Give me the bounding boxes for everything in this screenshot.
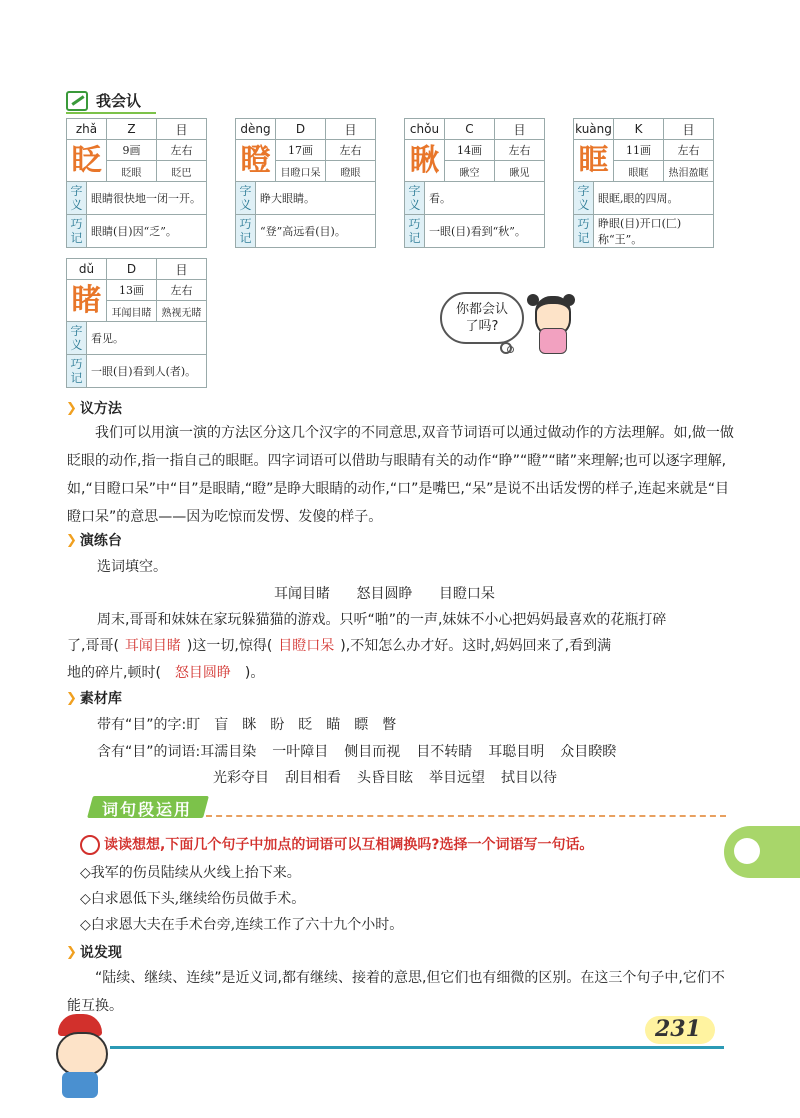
- sheep-icon: [734, 838, 760, 864]
- pinyin: zhǎ: [67, 119, 107, 140]
- meaning-label: 字义: [574, 182, 594, 215]
- list-item: 眯: [242, 717, 257, 733]
- list-item: 举目远望: [429, 770, 485, 786]
- text: 了,哥哥(: [67, 638, 119, 654]
- arrow-icon: ❯: [66, 532, 77, 548]
- structure: 左右: [157, 280, 207, 301]
- section-header-method: [66, 398, 122, 418]
- char-card: [235, 118, 376, 248]
- strokes: 13画: [107, 280, 157, 301]
- tip-label: 巧记: [67, 355, 87, 388]
- sentence-3: ◇白求恩大夫在手术台旁,连续工作了六十九个小时。: [80, 917, 404, 933]
- header-underline: [66, 112, 156, 114]
- word: 瞪眼: [326, 161, 376, 182]
- boy-illustration: [44, 1014, 114, 1100]
- strokes: 11画: [614, 140, 664, 161]
- arrow-icon: ❯: [66, 400, 77, 416]
- word: 瞅见: [495, 161, 545, 182]
- tip: 睁眼(目)开口(匚)称“王”。: [594, 215, 714, 248]
- label: 含有“目”的词语:: [97, 744, 201, 760]
- page-number: 231: [655, 1016, 701, 1042]
- structure: 左右: [157, 140, 207, 161]
- list-item: 头昏目眩: [357, 770, 413, 786]
- character: 眨: [67, 140, 107, 182]
- section-title: 我会认: [96, 92, 142, 110]
- list-item: 盲: [214, 717, 229, 733]
- character: 睹: [67, 280, 107, 322]
- section-header-recognize: [66, 90, 141, 111]
- list-item: 眨: [298, 717, 313, 733]
- materials-chars: [97, 714, 410, 734]
- list-item: 瞄: [326, 717, 341, 733]
- list-item: 拭目以待: [501, 770, 557, 786]
- word: 瞅空: [445, 161, 495, 182]
- meaning-label: 字义: [236, 182, 256, 215]
- meaning-label: 字义: [405, 182, 425, 215]
- arrow-icon: ❯: [66, 944, 77, 960]
- structure: 左右: [664, 140, 714, 161]
- list-item: 耳聪目明: [488, 744, 545, 760]
- tip: 一眼(目)看到人(者)。: [87, 355, 207, 388]
- list-item: 众目睽睽: [560, 744, 617, 760]
- strokes: 17画: [276, 140, 326, 161]
- sentence-1: ◇我军的伤员陆续从火线上抬下来。: [80, 865, 301, 881]
- word: 热泪盈眶: [664, 161, 714, 182]
- list-item: 耳濡目染: [200, 744, 257, 760]
- section-header-materials: [66, 688, 122, 708]
- character: 眶: [574, 140, 614, 182]
- question-text: 读读想想,下面几个句子中加点的词语可以互相调换吗?选择一个词语写一句话。: [104, 837, 594, 853]
- meaning: 看见。: [87, 322, 207, 355]
- tip: 一眼(目)看到“秋”。: [425, 215, 545, 248]
- tip-label: 巧记: [574, 215, 594, 248]
- section-title: 演练台: [79, 533, 122, 549]
- label: 带有“目”的字:: [97, 717, 187, 733]
- word: 眼眶: [614, 161, 664, 182]
- word-options: [274, 583, 495, 603]
- section-title: 议方法: [79, 401, 122, 417]
- index-letter: D: [276, 119, 326, 140]
- strokes: 14画: [445, 140, 495, 161]
- structure: 左右: [495, 140, 545, 161]
- section-title: 素材库: [79, 691, 122, 707]
- meaning: 睁大眼睛。: [256, 182, 376, 215]
- section-header-practice: [66, 530, 122, 550]
- sentence-2: ◇白求恩低下头,继续给伤员做手术。: [80, 891, 306, 907]
- thought-bubble: [440, 292, 524, 344]
- pinyin: dǔ: [67, 259, 107, 280]
- list-item: 一叶障目: [272, 744, 329, 760]
- practice-line-2: [67, 635, 611, 655]
- list-item: 瞥: [382, 717, 397, 733]
- materials-words-1: [97, 741, 632, 761]
- section-title: 说发现: [79, 945, 122, 961]
- tip: 眼睛(目)因“乏”。: [87, 215, 207, 248]
- meaning-label: 字义: [67, 182, 87, 215]
- text: ),不知怎么办才好。这时,妈妈回来了,看到满: [340, 638, 612, 654]
- word: 熟视无睹: [157, 301, 207, 322]
- meaning: 看。: [425, 182, 545, 215]
- list-item: 光彩夺目: [213, 770, 269, 786]
- text: )这一切,惊得(: [186, 638, 273, 654]
- practice-line-1: 周末,哥哥和妹妹在家玩躲猫猫的游戏。只听“啪”的一声,妹妹不小心把妈妈最喜欢的花瓶打碎: [97, 612, 667, 628]
- side-tab: [724, 826, 800, 878]
- meaning: 眼眶,眼的四周。: [594, 182, 714, 215]
- meaning: 眼睛很快地一闭一开。: [87, 182, 207, 215]
- list-item: 目不转睛: [416, 744, 473, 760]
- text: )。: [244, 665, 265, 681]
- index-letter: C: [445, 119, 495, 140]
- radical: 目: [326, 119, 376, 140]
- index-letter: D: [107, 259, 157, 280]
- banner-title: 词句段运用: [102, 800, 193, 819]
- question-line: [80, 834, 593, 855]
- list-item: 盯: [186, 717, 201, 733]
- character: 瞅: [405, 140, 445, 182]
- radical: 目: [157, 259, 207, 280]
- char-card: [66, 258, 207, 388]
- option-word: 目瞪口呆: [438, 586, 495, 602]
- char-card: [573, 118, 714, 248]
- meaning-label: 字义: [67, 322, 87, 355]
- pinyin: kuàng: [574, 119, 614, 140]
- strokes: 9画: [107, 140, 157, 161]
- answer-3: 怒目圆睁: [174, 665, 231, 681]
- practice-line-3: [67, 662, 264, 682]
- tip: “登”高远看(目)。: [256, 215, 376, 248]
- answer-1: 耳闻目睹: [124, 638, 181, 654]
- list-item: 瞟: [354, 717, 369, 733]
- answer-2: 目瞪口呆: [278, 638, 335, 654]
- index-letter: K: [614, 119, 664, 140]
- word: 眨巴: [157, 161, 207, 182]
- girl-illustration: [527, 290, 577, 358]
- character: 瞪: [236, 140, 276, 182]
- list-item: 刮目相看: [285, 770, 341, 786]
- discover-paragraph: “陆续、继续、连续”是近义词,都有继续、接着的意思,但它们也有细微的区别。在这三个句子中,它们不能互换。: [67, 970, 725, 1014]
- instruction: 选词填空。: [97, 559, 167, 575]
- pencil-icon: [66, 91, 88, 111]
- radical: 目: [664, 119, 714, 140]
- option-word: 耳闻目睹: [274, 586, 330, 602]
- option-word: 怒目圆睁: [356, 586, 413, 602]
- tip-label: 巧记: [405, 215, 425, 248]
- text: 地的碎片,顿时(: [67, 665, 161, 681]
- word: 眨眼: [107, 161, 157, 182]
- footer-line: [110, 1046, 724, 1049]
- arrow-icon: ❯: [66, 690, 77, 706]
- char-card: [404, 118, 545, 248]
- materials-words-2: [213, 767, 573, 787]
- radical: 目: [495, 119, 545, 140]
- word: 耳闻目睹: [107, 301, 157, 322]
- banner-divider: [206, 815, 726, 817]
- index-letter: Z: [107, 119, 157, 140]
- method-paragraph: 我们可以用演一演的方法区分这几个汉字的不同意思,双音节词语可以通过做动作的方法理解。如,做一做眨眼的动作,指一指自己的眼眶。四字词语可以借助与眼睛有关的动作“睁”“瞪”“睹”来理解;也可以逐字理解,如,“目瞪口呆”中“目”是眼睛,“瞪”是睁大眼睛的动作,“口”是嘴巴,“呆”是说不出话发愣的样子,连起来就是“目瞪口呆”的意思——因为吃惊而发愣、发傻的样子。: [67, 425, 734, 525]
- bubble-text: 你都会认了吗?: [455, 302, 508, 334]
- section-header-discover: [66, 942, 122, 962]
- pinyin: dèng: [236, 119, 276, 140]
- list-item: 侧目而视: [344, 744, 401, 760]
- bubble-dot-small: [507, 346, 514, 353]
- char-card: [66, 118, 207, 248]
- structure: 左右: [326, 140, 376, 161]
- radical: 目: [157, 119, 207, 140]
- question-icon: [80, 835, 100, 855]
- pinyin: chǒu: [405, 119, 445, 140]
- tip-label: 巧记: [67, 215, 87, 248]
- tip-label: 巧记: [236, 215, 256, 248]
- list-item: 盼: [270, 717, 285, 733]
- word: 目瞪口呆: [276, 161, 326, 182]
